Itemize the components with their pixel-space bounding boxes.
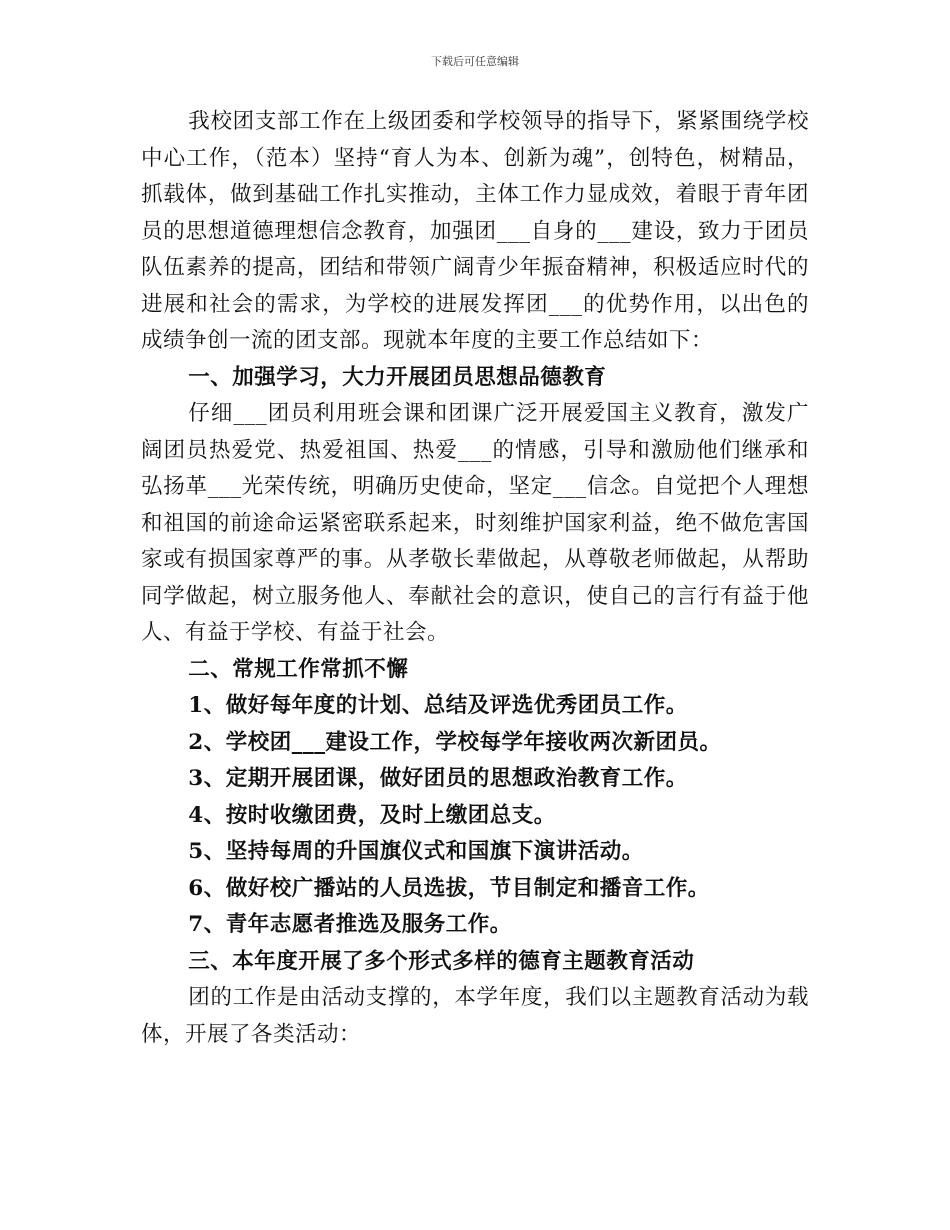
list-item: 6、做好校广播站的人员选拔，节目制定和播音工作。 — [188, 875, 710, 901]
list-item: 7、青年志愿者推选及服务工作。 — [188, 912, 512, 937]
section-3-heading: 三、本年度开展了多个形式多样的德育主题教育活动 — [188, 948, 695, 974]
list-item: 3、定期开展团课，做好团员的思想政治教育工作。 — [188, 766, 688, 791]
section-1-paragraph: 仔细___团员利用班会课和团课广泛开展爱国主义教育，激发广阔团员热爱党、热爱祖国、热爱___的情感，引导和激励他们继承和弘扬革___光荣传统，明确历史使命，坚定___信念。自觉把个人理想和祖国的前途命运紧密联系起来，时刻维护国家利益，绝不做危害国家或有损国家尊严的事。从孝敬长辈做起，从尊敬老师做起，从帮助同学做起，树立服务他人、奉献社会的意识，使自己的言行有益于他人、有益于学校、有益于社会。 — [141, 401, 809, 645]
list-item: 4、按时收缴团费，及时上缴团总支。 — [188, 802, 556, 828]
section-1-heading: 一、加强学习，大力开展团员思想品德教育 — [188, 364, 607, 390]
intro-paragraph: 我校团支部工作在上级团委和学校领导的指导下，紧紧围绕学校中心工作，（范本）坚持“育人为本、创新为魂”，创特色，树精品，抓载体，做到基础工作扎实推动，主体工作力显成效，着眼于青年团员的思想道德理想信念教育，加强团___自身的___建设，致力于团员队伍素养的提高，团结和带领广阔青少年振奋精神，积极适应时代的进展和社会的需求，为学校的进展发挥团___的优势作用，以出色的成绩争创一流的团支部。现就本年度的主要工作总结如下： — [141, 109, 809, 353]
section-3-paragraph: 团的工作是由活动支撑的，本学年度，我们以主题教育活动为载体，开展了各类活动： — [141, 985, 809, 1047]
list-item: 1、做好每年度的计划、总结及评选优秀团员工作。 — [188, 693, 688, 718]
list-item: 2、学校团___建设工作，学校每学年接收两次新团员。 — [188, 729, 722, 755]
header-note: 下载后可任意编辑 — [431, 55, 519, 68]
document-body — [141, 104, 809, 1053]
section-2-heading: 二、常规工作常抓不懈 — [188, 656, 409, 682]
list-item: 5、坚持每周的升国旗仪式和国旗下演讲活动。 — [188, 839, 644, 864]
